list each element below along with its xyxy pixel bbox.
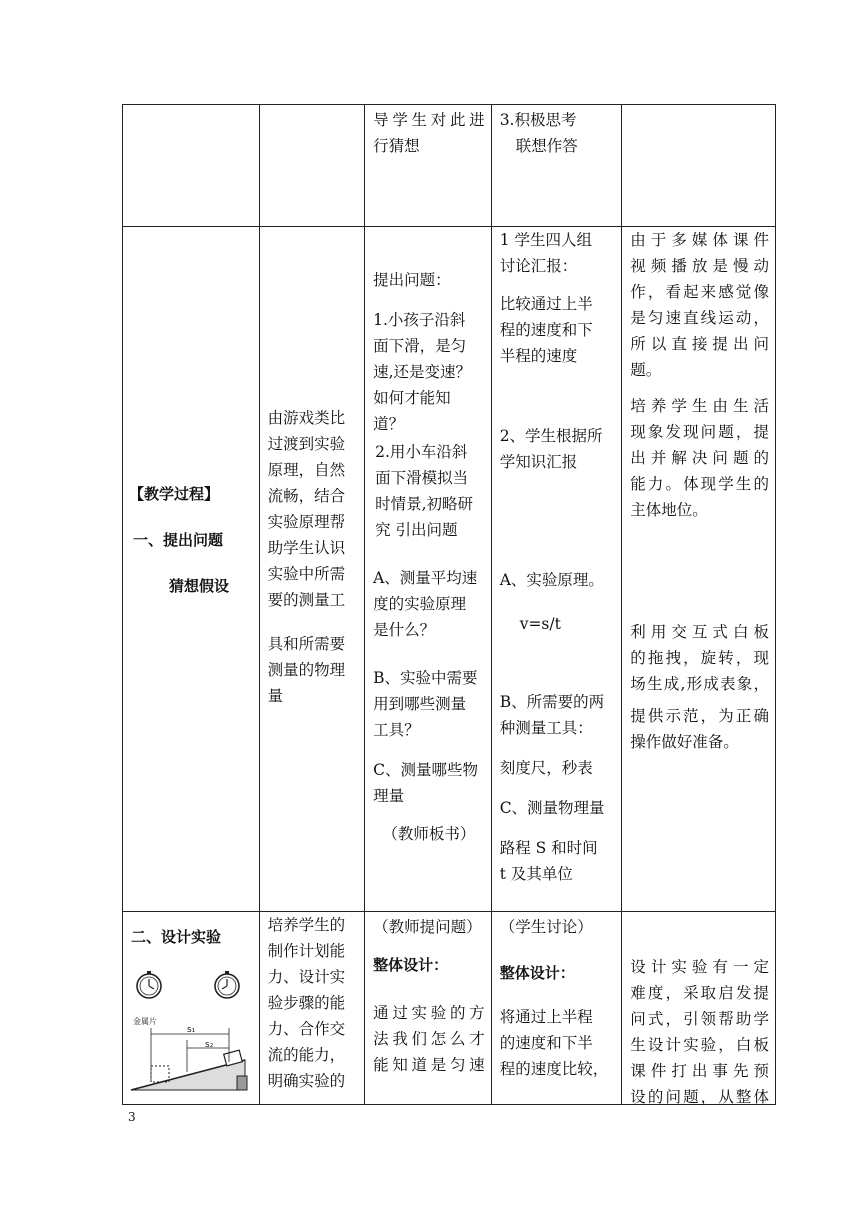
teacher-text: 2.用小车沿斜 面下滑模拟当 时情景,初略研 究 引出问题 [375,443,474,539]
figure-label: s₂ [205,1040,214,1050]
note-cell [622,912,776,1105]
teacher-text: C、测量哪些物 理量 [373,761,478,805]
note-text: 由于多媒体课件 视频播放是慢动 作，看起来感觉像 是匀速直线运动， 所以直接提出问 题。 [630,231,769,379]
stage-title: 二、设计实验 [131,928,222,946]
teacher-activity-cell [365,912,492,1105]
student-text: （学生讨论） [499,918,593,936]
teacher-activity-cell [365,105,492,227]
stage-cell [123,105,260,227]
note-text: 设计实验有一定 难度，采取启发提 问式，引领帮助学 生设计实验，白板 课件打出事先预 设的问题，从整体 [630,958,769,1106]
intent-cell [259,227,364,912]
figure-label: 金属片 [133,1017,157,1026]
teacher-text: A、测量平均速 度的实验原理 是什么？ [373,569,478,639]
stage-subtitle: 一、提出问题 [133,531,224,549]
student-text: A、实验原理。 [499,571,604,589]
note-text: 利用交互式白板 的拖拽，旋转，现 场生成,形成表象， [630,623,769,693]
stage-subtitle: 猜想假设 [169,577,230,595]
student-activity-cell [491,227,622,912]
table-row [123,912,776,1105]
intent-text: 具和所需要 测量的物理 量 [267,635,346,705]
teacher-heading: 整体设计： [373,956,449,974]
student-text: 1 学生四人组 讨论汇报： [499,231,592,275]
student-activity-cell [491,912,622,1105]
table-row [123,105,776,227]
note-cell [622,105,776,227]
teacher-board-note: （教师板书） [382,825,476,843]
teacher-text: 导学生对此进 行猜想 [373,111,485,155]
stopwatch-icon [137,971,161,998]
intent-text: 由游戏类比 过渡到实验 原理，自然 流畅，结合 实验原理帮 助学生认识 实验中所需 要的测量工 [267,409,346,609]
student-heading: 整体设计： [499,964,575,982]
intent-cell [259,105,364,227]
stopwatch-icon [215,971,239,998]
teacher-text: 通过实验的方 法我们怎么才 能知道是匀速 [373,1004,485,1074]
stage-cell [123,912,260,1105]
note-cell [622,227,776,912]
note-text: 培养学生由生活 现象发现问题，提 出并解决问题的 能力。体现学生的 主体地位。 [630,397,769,519]
page-number: 3 [128,1110,136,1124]
student-text: B、所需要的两 种测量工具： [499,693,605,737]
teacher-text: （教师提问题） [373,918,482,936]
teacher-text: 提出问题： [373,271,451,289]
note-text: 提供示范，为正确 操作做好准备。 [630,707,769,751]
student-text: 3.积极思考 联想作答 [499,111,578,155]
intent-text: 培养学生的 制作计划能 力、设计实 验步骤的能 力、合作交 流的能力， 明确实验的 [267,916,346,1090]
incline-experiment-figure [129,968,253,1098]
teacher-activity-cell [365,227,492,912]
student-activity-cell [491,105,622,227]
intent-cell [259,912,364,1105]
student-text: 刻度尺，秒表 [499,759,593,777]
formula: v=s/t [519,615,561,633]
stage-cell [123,227,260,912]
student-text: 2、学生根据所 学知识汇报 [499,427,603,471]
student-text: 比较通过上半 程的速度和下 半程的速度 [499,295,593,365]
teacher-text: 1.小孩子沿斜 面下滑，是匀 速,还是变速？ 如何才能知 道？ [373,311,472,433]
stage-title: 【教学过程】 [129,485,220,503]
student-text: 将通过上半程 的速度和下半 程的速度比较， [499,1008,609,1078]
table-row [123,227,776,912]
teacher-text: B、实验中需要 用到哪些测量 工具？ [373,669,478,739]
student-text: 路程 S 和时间 t 及其单位 [499,839,598,883]
student-text: C、测量物理量 [499,799,605,817]
figure-label: s₁ [187,1025,196,1035]
lesson-plan-table [122,104,776,1105]
